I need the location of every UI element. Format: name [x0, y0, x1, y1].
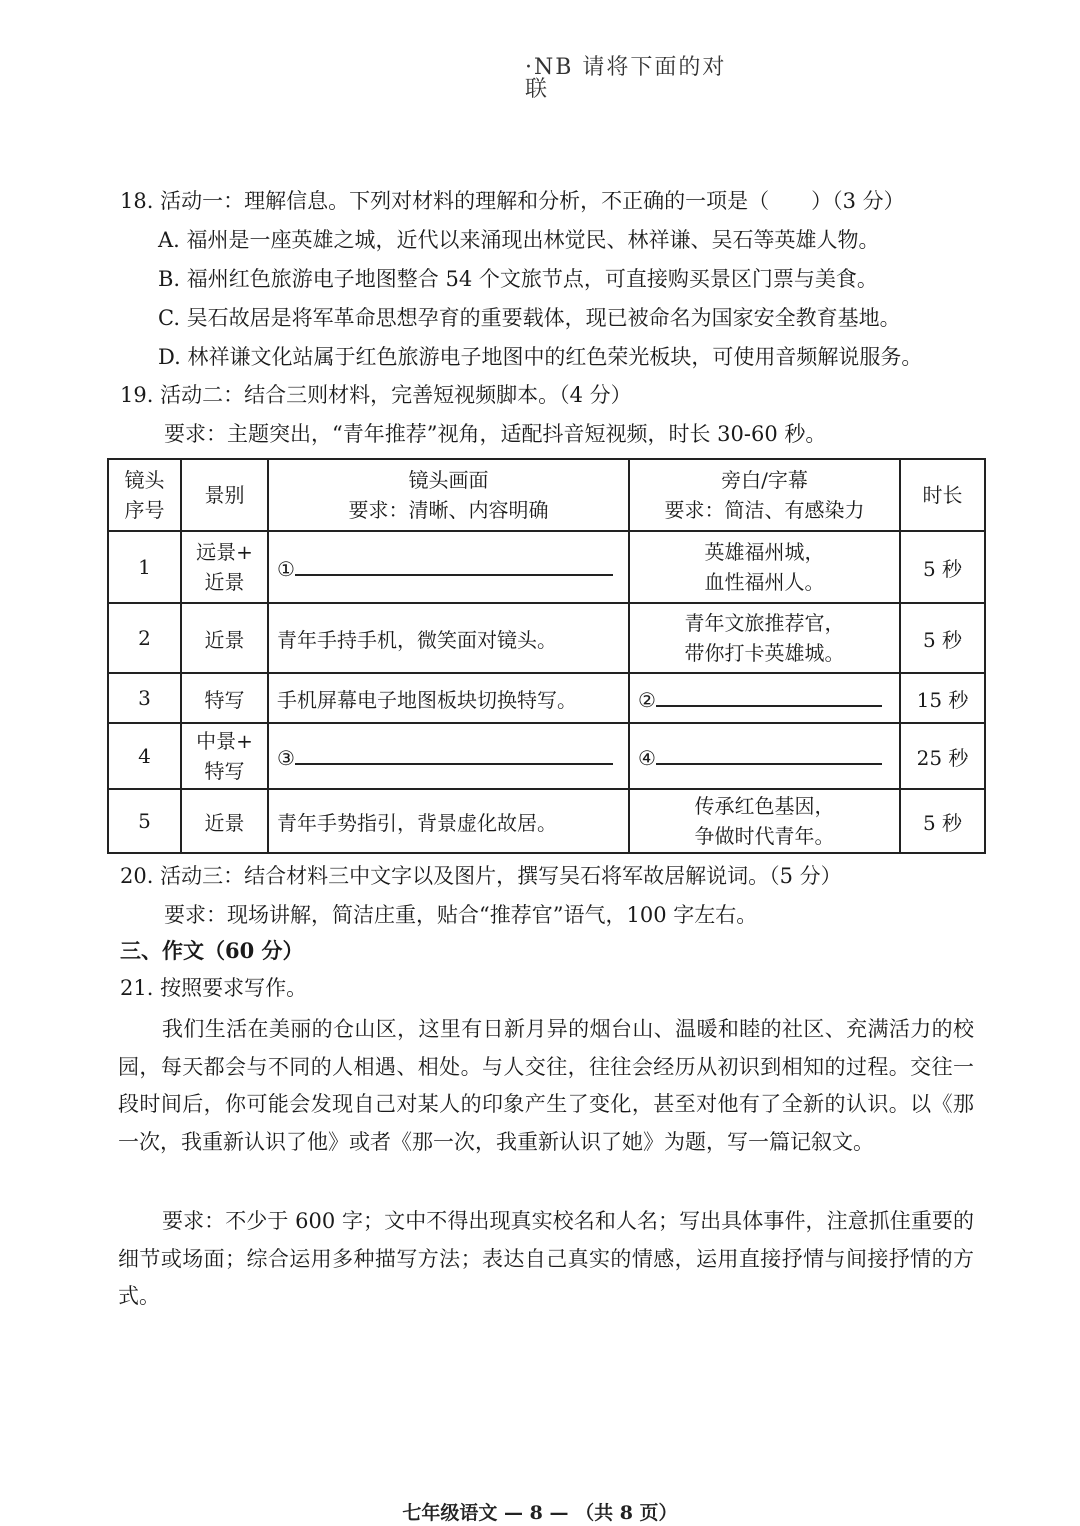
scene: 手机屏幕电子地图板块切换特写。	[268, 673, 629, 723]
page-footer: 七年级语文 — 8 — （共 8 页）	[402, 1502, 678, 1524]
shot-type: 特写	[181, 673, 268, 723]
table-row	[108, 603, 985, 673]
shot-type: 远景+ 近景	[181, 531, 268, 603]
header-scene: 镜头画面 要求：清晰、内容明确	[268, 459, 629, 531]
section-heading-composition: 三、作文（60 分）	[120, 938, 304, 963]
duration: 5 秒	[900, 531, 985, 603]
caption-blank[interactable]: ②	[629, 673, 900, 723]
q21-prompt-paragraph: 我们生活在美丽的仓山区，这里有日新月异的烟台山、温暖和睦的社区、充满活力的校园，每天都会与不同的人相遇、相处。与人交往，往往会经历从初识到相知的过程。交往一段时间后，你可能会发现自己对某人的印象产生了变化，甚至对他有了全新的认识。以《那一次，我重新认识了他》或者《那一次，我重新认识了她》为题，写一篇记叙文。	[118, 1017, 974, 1154]
scene-blank[interactable]: ①	[268, 531, 629, 603]
duration: 5 秒	[900, 789, 985, 853]
shot-type: 近景	[181, 789, 268, 853]
scene-blank[interactable]: ③	[268, 723, 629, 789]
header-shot-number: 镜头 序号	[108, 459, 181, 531]
q18-option-d: D. 林祥谦文化站属于红色旅游电子地图中的红色荣光板块，可使用音频解说服务。	[158, 345, 923, 369]
q20-requirement: 要求：现场讲解，简洁庄重，贴合“推荐官”语气，100 字左右。	[164, 903, 758, 927]
table-row	[108, 531, 985, 603]
q18-option-a: A. 福州是一座英雄之城，近代以来涌现出林觉民、林祥谦、吴石等英雄人物。	[158, 228, 880, 252]
q18-option-b: B. 福州红色旅游电子地图整合 54 个文旅节点，可直接购买景区门票与美食。	[158, 267, 878, 291]
shot-type: 近景	[181, 603, 268, 673]
header-caption: 旁白/字幕 要求：简洁、有感染力	[629, 459, 900, 531]
header-duration: 时长	[900, 459, 985, 531]
caption-blank[interactable]: ④	[629, 723, 900, 789]
scene: 青年手持手机，微笑面对镜头。	[268, 603, 629, 673]
q19-stem: 19. 活动二：结合三则材料，完善短视频脚本。（4 分）	[120, 383, 632, 407]
q21-stem: 21. 按照要求写作。	[120, 976, 308, 1000]
video-script-table	[107, 458, 986, 854]
table-row	[108, 789, 985, 853]
shot-number: 5	[108, 789, 181, 853]
duration: 5 秒	[900, 603, 985, 673]
duration: 25 秒	[900, 723, 985, 789]
table-row	[108, 723, 985, 789]
shot-type: 中景+ 特写	[181, 723, 268, 789]
shot-number: 3	[108, 673, 181, 723]
q20-stem: 20. 活动三：结合材料三中文字以及图片，撰写吴石将军故居解说词。（5 分）	[120, 864, 842, 888]
caption: 英雄福州城， 血性福州人。	[629, 531, 900, 603]
q19-requirement: 要求：主题突出，“青年推荐”视角，适配抖音短视频，时长 30-60 秒。	[164, 422, 827, 446]
shot-number: 1	[108, 531, 181, 603]
caption: 青年文旅推荐官， 带你打卡英雄城。	[629, 603, 900, 673]
header-shot-type: 景别	[181, 459, 268, 531]
shot-number: 2	[108, 603, 181, 673]
cut-off-header-text: ·NB 请将下面的对联	[525, 55, 727, 102]
caption: 传承红色基因， 争做时代青年。	[629, 789, 900, 853]
scene: 青年手势指引，背景虚化故居。	[268, 789, 629, 853]
q18-option-c: C. 吴石故居是将军革命思想孕育的重要载体，现已被命名为国家安全教育基地。	[158, 306, 901, 330]
table-row	[108, 673, 985, 723]
shot-number: 4	[108, 723, 181, 789]
q18-stem: 18. 活动一：理解信息。下列对材料的理解和分析，不正确的一项是（ ）（3 分）	[120, 189, 905, 213]
table-header-row	[108, 459, 985, 531]
q21-requirement-paragraph: 要求：不少于 600 字；文中不得出现真实校名和人名；写出具体事件，注意抓住重要的细节或场面；综合运用多种描写方法；表达自己真实的情感，运用直接抒情与间接抒情的方式。	[118, 1209, 974, 1308]
duration: 15 秒	[900, 673, 985, 723]
